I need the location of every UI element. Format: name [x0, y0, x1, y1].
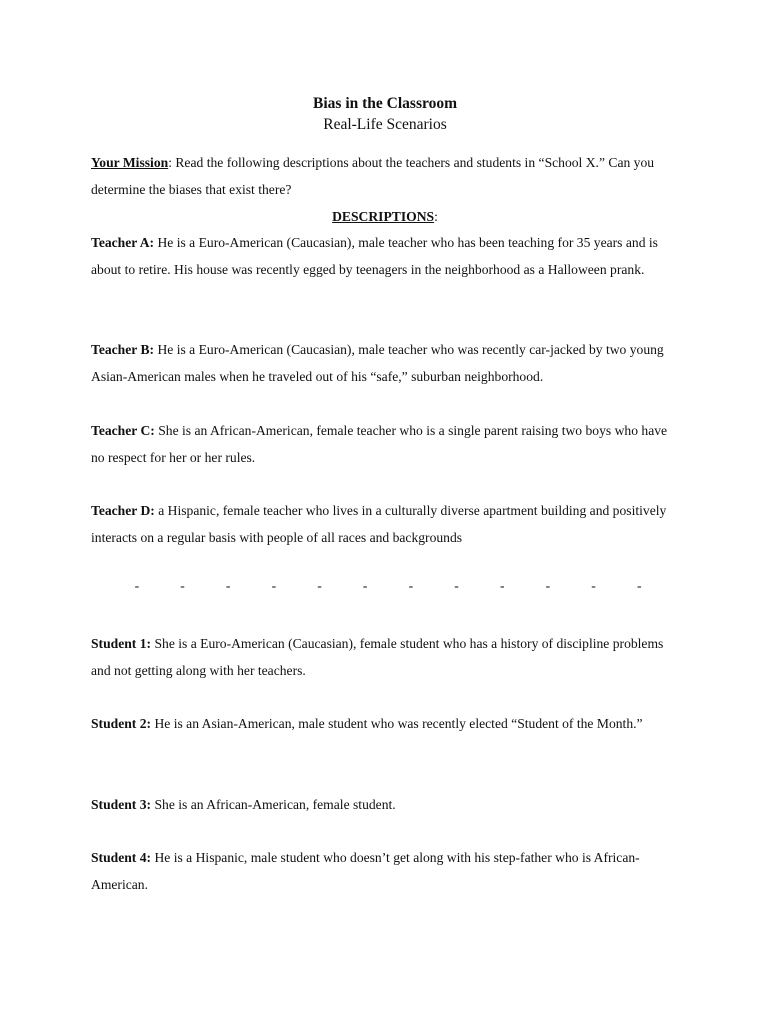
teacher-b-text: He is a Euro-American (Caucasian), male teacher who was recently car-jacked by two young Asian-American males when he traveled out of his “safe,” suburban neighborhood. — [91, 342, 664, 384]
document-title: Bias in the Classroom — [313, 95, 457, 112]
student-2-label: Student 2: — [91, 716, 152, 731]
teacher-b-paragraph — [91, 336, 681, 390]
teacher-c-text: She is an African-American, female teacher who is a single parent raising two boys who have no respect for her or her rules. — [91, 423, 668, 465]
teacher-a-text: He is a Euro-American (Caucasian), male teacher who has been teaching for 35 years and is about to retire. His house was recently egged by teenagers in the neighborhood as a Halloween prank. — [91, 235, 658, 277]
mission-paragraph — [91, 149, 681, 203]
teacher-d-text: a Hispanic, female teacher who lives in a culturally diverse apartment building and positively interacts on a regular basis with people of all races and backgrounds — [91, 503, 667, 545]
mission-text: : Read the following descriptions about the teachers and students in “School X.” Can you determine the biases that exist there? — [91, 155, 655, 197]
teacher-d-paragraph — [91, 497, 681, 551]
separator-dash: - — [271, 578, 277, 593]
separator-dash: - — [636, 578, 642, 593]
separator-dash: - — [225, 578, 231, 593]
teacher-a-label: Teacher A: — [91, 235, 155, 250]
student-4-paragraph — [91, 844, 681, 898]
teacher-b-label: Teacher B: — [91, 342, 155, 357]
student-3-paragraph — [91, 791, 681, 818]
teacher-c-label: Teacher C: — [91, 423, 155, 438]
student-1-paragraph — [91, 630, 681, 684]
separator-dash: - — [499, 578, 505, 593]
teacher-a-paragraph — [91, 229, 681, 283]
student-2-text: He is an Asian-American, male student who was recently elected “Student of the Month.” — [151, 716, 643, 731]
separator-dash: - — [180, 578, 185, 593]
separator-dash: - — [317, 578, 322, 593]
student-4-label: Student 4: — [91, 850, 152, 865]
separator-dash: - — [591, 578, 596, 593]
dash-separator — [114, 578, 662, 598]
separator-dash: - — [362, 578, 368, 593]
student-3-text: She is an African-American, female student. — [151, 797, 396, 812]
student-3-label: Student 3: — [91, 797, 152, 812]
descriptions-label: DESCRIPTIONS — [332, 209, 435, 224]
separator-dash: - — [545, 578, 551, 593]
student-2-paragraph — [91, 710, 681, 737]
student-1-text: She is a Euro-American (Caucasian), female student who has a history of discipline problems and not getting along with her teachers. — [91, 636, 664, 678]
student-1-label: Student 1: — [91, 636, 152, 651]
teacher-d-label: Teacher D: — [91, 503, 155, 518]
separator-dash: - — [134, 578, 140, 593]
separator-dash: - — [408, 578, 414, 593]
teacher-c-paragraph — [91, 417, 681, 471]
descriptions-suffix: : — [434, 209, 438, 224]
descriptions-heading — [0, 203, 770, 230]
mission-label: Your Mission — [91, 155, 169, 170]
separator-dash: - — [454, 578, 459, 593]
document-subtitle: Real-Life Scenarios — [323, 116, 447, 133]
student-4-text: He is a Hispanic, male student who doesn’t get along with his step-father who is African-American. — [91, 850, 640, 892]
